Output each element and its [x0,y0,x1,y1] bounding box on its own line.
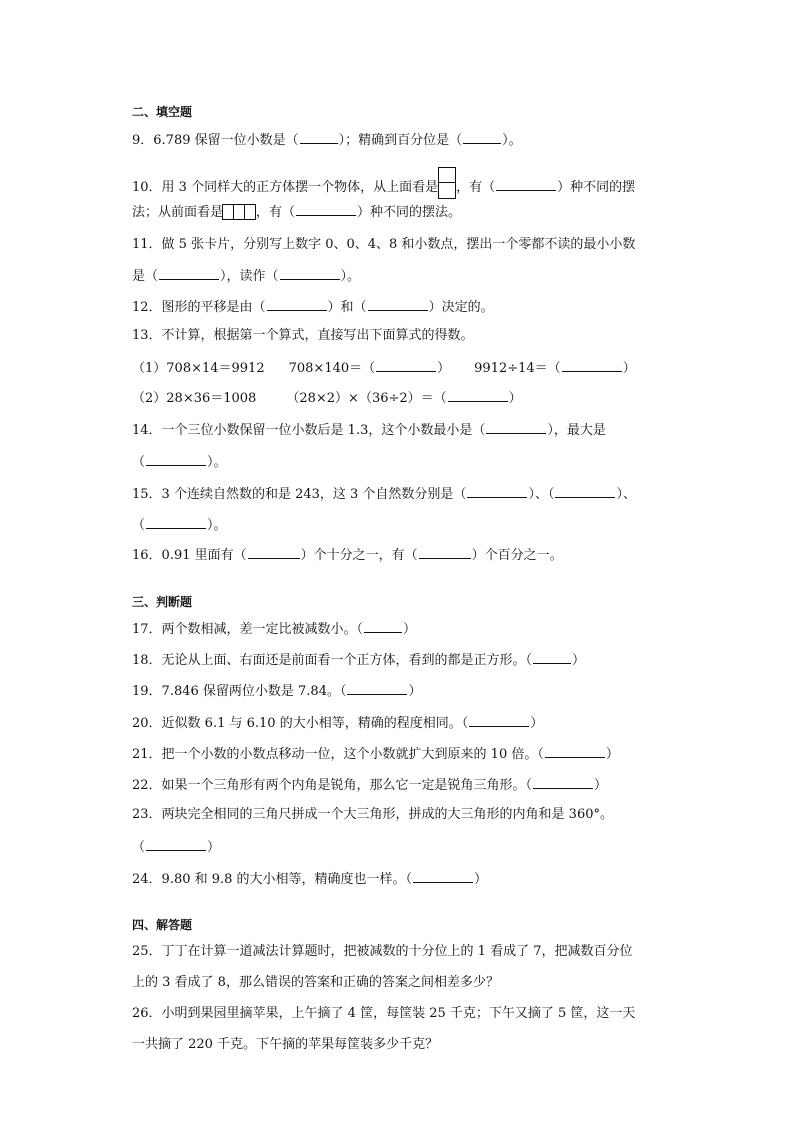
answer-blank[interactable] [448,389,508,402]
question-17: 17．两个数相减，差一定比被减数小。（ ） [132,622,417,637]
question-19: 19．7.846 保留两位小数是 7.84。（ ） [132,684,422,699]
answer-blank[interactable] [267,298,327,311]
top-view-figure [438,167,456,199]
question-13-row1: （1）708×14＝9912 708×140＝（ ） 9912÷14＝（ ） [132,361,636,376]
question-16: 16．0.91 里面有（ ）个十分之一，有（ ）个百分之一。 [132,548,563,563]
question-10-line1: 10．用 3 个同样大的正方体摆一个物体，从上面看是 ，有（ ）种不同的摆 [132,167,635,199]
question-10-line2: 法；从前面看是 ，有（ ）种不同的摆法。 [132,205,462,220]
front-view-figure [223,204,256,220]
question-25-line2: 上的 3 看成了 8，那么错误的答案和正确的答案之间相差多少？ [132,975,499,990]
answer-blank[interactable] [469,714,529,727]
question-24: 24．9.80 和 9.8 的大小相等，精确度也一样。（ ） [132,872,488,887]
answer-blank[interactable] [463,131,501,144]
question-18: 18．无论从上面、右面还是前面看一个正方体，看到的都是正方形。（ ） [132,653,586,668]
question-12: 12．图形的平移是由（ ）和（ ）决定的。 [132,300,494,315]
answer-blank[interactable] [555,485,615,498]
section-title-fill-in: 二、填空题 [132,105,193,119]
question-13-row2: （2）28×36＝1008 （28×2）×（36÷2）＝（ ） [132,391,522,406]
answer-blank[interactable] [496,178,556,191]
answer-blank[interactable] [146,453,206,466]
answer-blank[interactable] [486,421,546,434]
question-21: 21．把一个小数的小数点移动一位，这个小数就扩大到原来的 10 倍。（ ） [132,747,619,762]
question-13-title: 13．不计算，根据第一个算式，直接写出下面算式的得数。 [132,328,474,343]
answer-blank[interactable] [248,546,300,559]
question-23-line2: （ ） [132,840,221,855]
question-9: 9．6.789 保留一位小数是（ ）；精确到百分位是（ ）。 [132,133,522,148]
answer-blank[interactable] [533,776,593,789]
question-14-line2: （ ）。 [132,455,227,470]
answer-blank[interactable] [413,870,473,883]
answer-blank[interactable] [419,546,471,559]
question-25-line1: 25．丁丁在计算一道减法计算题时，把被减数的十分位上的 1 看成了 7，把减数百分位 [132,944,633,959]
answer-blank[interactable] [159,267,219,280]
answer-blank[interactable] [146,516,206,529]
answer-blank[interactable] [562,359,622,372]
answer-blank[interactable] [364,620,402,633]
answer-blank[interactable] [545,745,605,758]
answer-blank[interactable] [347,682,407,695]
question-15-line2: （ ）。 [132,518,227,533]
answer-blank[interactable] [376,359,436,372]
question-26-line2: 一共摘了 220 千克。下午摘的苹果每筐装多少千克？ [132,1037,439,1052]
answer-blank[interactable] [280,267,340,280]
section-title-solve: 四、解答题 [132,918,193,932]
question-14-line1: 14．一个三位小数保留一位小数后是 1.3，这个小数最小是（ ），最大是 [132,423,606,438]
answer-blank[interactable] [146,838,206,851]
answer-blank[interactable] [533,651,571,664]
question-15-line1: 15．3 个连续自然数的和是 243，这 3 个自然数分别是（ ）、（ ）、 [132,487,636,502]
question-11-line2: 是（ ），读作（ ）。 [132,269,361,284]
answer-blank[interactable] [368,298,428,311]
question-11-line1: 11．做 5 张卡片，分别写上数字 0、0、4、8 和小数点，摆出一个零都不读的最小小数 [132,237,636,252]
question-23-line1: 23．两块完全相同的三角尺拼成一个大三角形，拼成的大三角形的内角和是 360°。 [132,807,613,822]
section-title-judgement: 三、判断题 [132,595,193,609]
question-20: 20．近似数 6.1 与 6.10 的大小相等，精确的程度相同。（ ） [132,716,544,731]
question-22: 22．如果一个三角形有两个内角是锐角，那么它一定是锐角三角形。（ ） [132,778,608,793]
answer-blank[interactable] [300,131,338,144]
question-26-line1: 26．小明到果园里摘苹果，上午摘了 4 筐，每筐装 25 千克；下午又摘了 5 筐，这一天 [132,1006,636,1021]
answer-blank[interactable] [467,485,527,498]
answer-blank[interactable] [296,203,356,216]
